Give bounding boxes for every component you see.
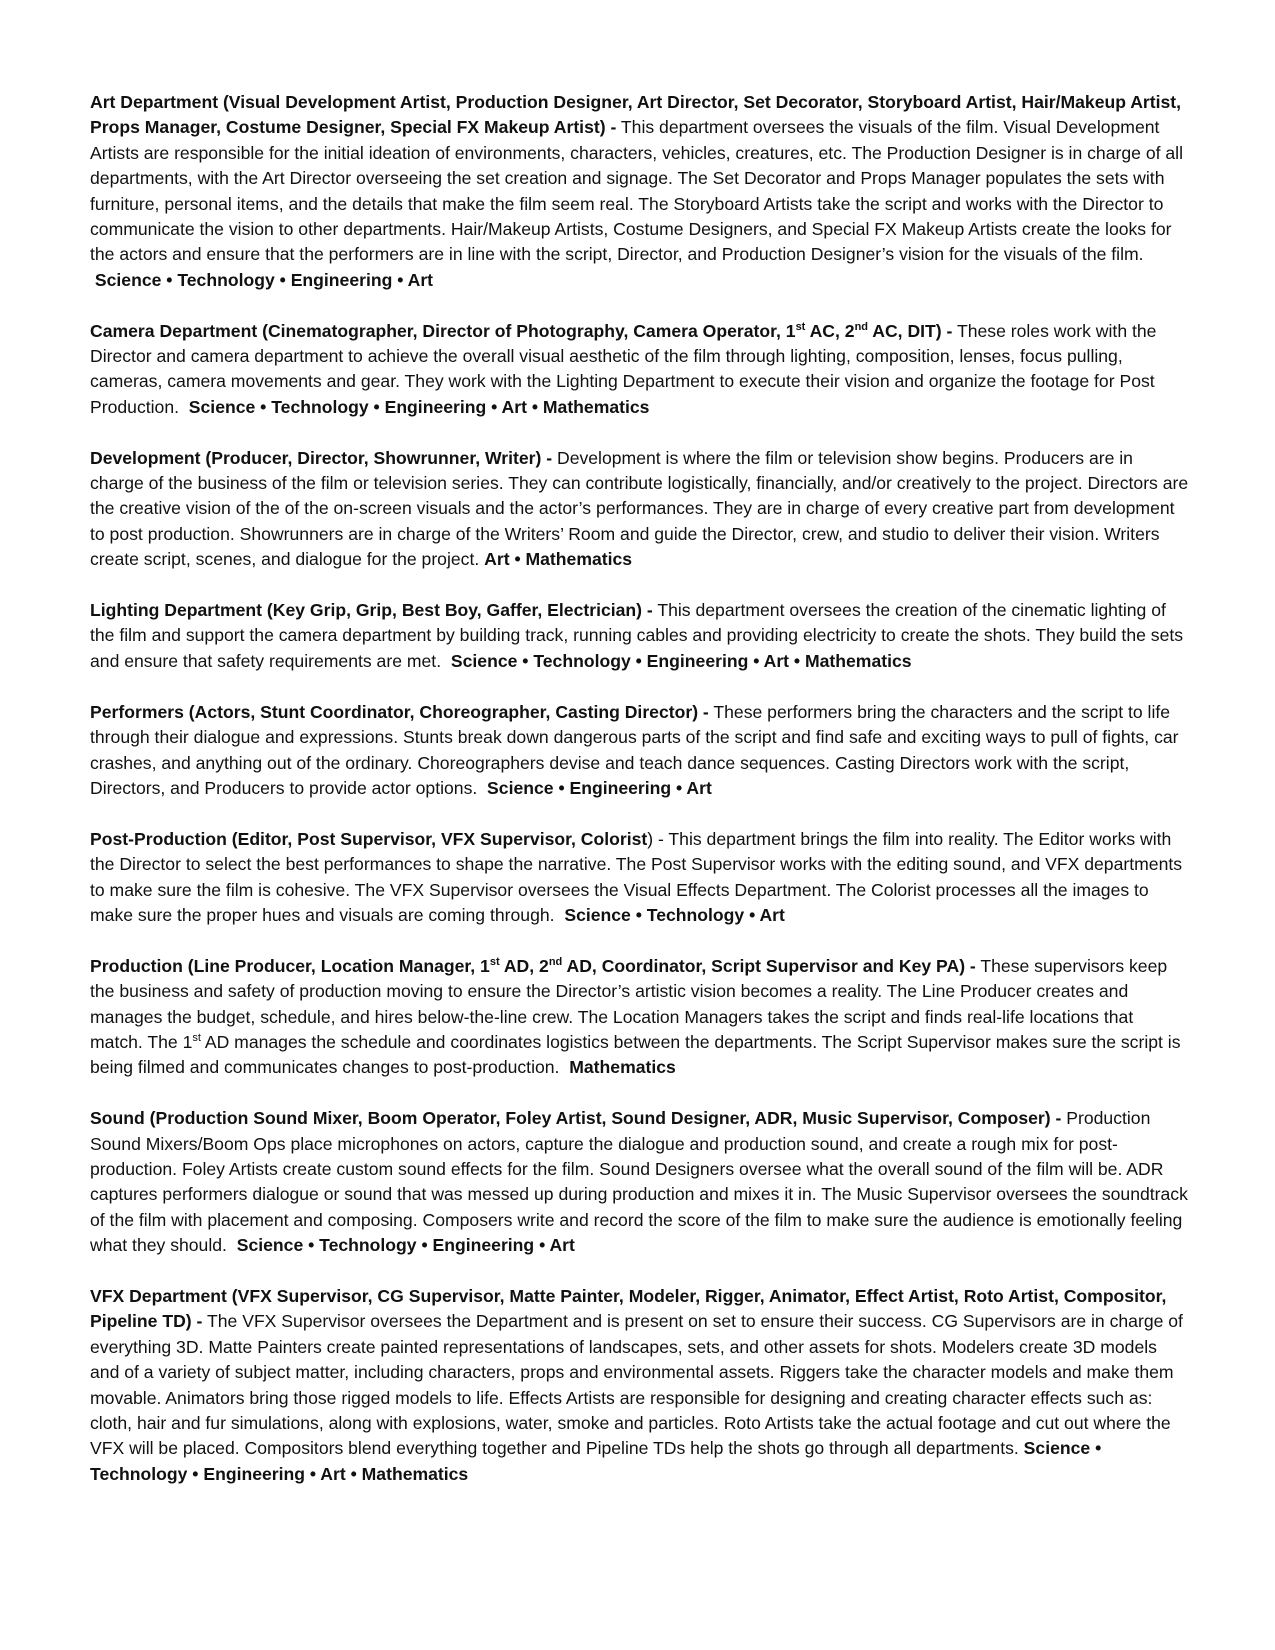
body-text: These supervisors keep the business and safety of production moving to ensure the Director’s artistic vision becomes a reality. The Line Producer creates and manages the budget, schedule, and hires below-the-line crew. The Location Managers takes the script and finds real-life locations that match. The 1 xyxy=(90,955,1168,1052)
section-heading: Post-Production (Editor, Post Supervisor, VFX Supervisor, Colorist xyxy=(90,828,648,849)
section-heading: Sound (Production Sound Mixer, Boom Operator, Foley Artist, Sound Designer, ADR, Music Supervisor, Composer) - xyxy=(90,1108,1062,1129)
section-subjects: Mathematics xyxy=(569,1057,676,1078)
superscript: st xyxy=(489,955,500,968)
superscript: nd xyxy=(548,955,563,968)
section-heading xyxy=(90,956,976,976)
section-production xyxy=(90,954,1190,1081)
body-text: AD manages the schedule and coordinates logistics between the departments. The Script Supervisor makes sure the script is being filmed and communicates changes to post-production. xyxy=(90,1031,1181,1078)
section-body: Development is where the film or television show begins. Producers are in charge of the business of the film or television series. They can contribute logistically, financially, and/or creatively to the project. Directors are the creative vision of the of the on-screen visuals and the actor’s performances. They are in charge of every creative part from development to post production. Showrunners are in charge of the Writers’ Room and guide the Director, crew, and studio to deliver their vision. Writers create script, scenes, and dialogue for the project. xyxy=(90,447,1189,570)
document-page xyxy=(90,90,1190,1513)
heading-text: AC, DIT) - xyxy=(868,320,953,341)
section-body: These roles work with the Director and camera department to achieve the overall visual aesthetic of the film through lighting, composition, lenses, focus pulling, cameras, camera movements and gear. They work with the Lighting Department to execute their vision and organize the footage for Post Production. xyxy=(90,320,1157,417)
section-body: This department oversees the creation of the cinematic lighting of the film and support the camera department by building track, running cables and providing electricity to create the shots. They build the sets and ensure that safety requirements are met. xyxy=(90,600,1184,671)
heading-text: AD, 2 xyxy=(499,955,549,976)
section-subjects: Art • Mathematics xyxy=(484,549,633,570)
section-performers xyxy=(90,700,1190,802)
section-post-production xyxy=(90,827,1190,929)
section-subjects: Science • Technology • Art xyxy=(564,904,785,925)
section-art-department xyxy=(90,90,1190,293)
heading-text: AD, Coordinator, Script Supervisor and Key PA) - xyxy=(562,955,976,976)
section-body: ) - This department brings the film into reality. The Editor works with the Director to select the best performances to shape the narrative. The Post Supervisor works with the editing sound, and VFX departments to make sure the film is cohesive. The VFX Supervisor oversees the Visual Effects Department. The Colorist processes all the images to make sure the proper hues and visuals are coming through. xyxy=(90,828,1183,925)
section-lighting-department xyxy=(90,598,1190,674)
section-heading: Development (Producer, Director, Showrunner, Writer) - xyxy=(90,447,553,468)
section-body: The VFX Supervisor oversees the Department and is present on set to ensure their success. CG Supervisors are in charge of everything 3D. Matte Painters create painted representations of landscapes, sets, and other assets for shots. Modelers create 3D models and of a variety of subject matter, including characters, props and environmental assets. Riggers take the character models and make them movable. Animators bring those rigged models to life. Effects Artists are responsible for designing and creating character effects such as: cloth, hair and fur simulations, along with explosions, water, smoke and particles. Roto Artists take the actual footage and cut out where the VFX will be placed. Compositors blend everything together and Pipeline TDs help the shots go through all departments. xyxy=(90,1311,1183,1459)
section-subjects: Science • Technology • Engineering • Art • Mathematics xyxy=(450,650,912,671)
section-subjects: Science • Technology • Engineering • Art • Mathematics xyxy=(188,396,650,417)
heading-text: Camera Department (Cinematographer, Director of Photography, Camera Operator, 1 xyxy=(90,320,796,341)
section-vfx-department xyxy=(90,1284,1190,1487)
section-camera-department xyxy=(90,319,1190,421)
superscript: nd xyxy=(854,320,869,333)
section-heading xyxy=(90,321,952,341)
section-heading: VFX Department (VFX Supervisor, CG Supervisor, Matte Painter, Modeler, Rigger, Animator, Effect Artist, Roto Artist, Compositor, Pipeline TD) - xyxy=(90,1285,1167,1332)
section-subjects: Science • Technology • Engineering • Art • Mathematics xyxy=(90,1438,1102,1484)
heading-text: Production (Line Producer, Location Manager, 1 xyxy=(90,955,490,976)
superscript: st xyxy=(795,320,806,333)
section-body: This department oversees the visuals of the film. Visual Development Artists are responsible for the initial ideation of environments, characters, vehicles, creatures, etc. The Production Designer is in charge of all departments, with the Art Director overseeing the set creation and signage. The Set Decorator and Props Manager populates the sets with furniture, personal items, and the details that make the film seem real. The Storyboard Artists take the script and works with the Director to communicate the vision to other departments. Hair/Makeup Artists, Costume Designers, and Special FX Makeup Artists create the looks for the actors and ensure that the performers are in line with the script, Director, and Production Designer’s vision for the visuals of the film. xyxy=(90,117,1183,265)
section-heading: Lighting Department (Key Grip, Grip, Best Boy, Gaffer, Electrician) - xyxy=(90,600,653,621)
section-body: Production Sound Mixers/Boom Ops place microphones on actors, capture the dialogue and production sound, and create a rough mix for post-production. Foley Artists create custom sound effects for the film. Sound Designers oversee what the overall sound of the film will be. ADR captures performers dialogue or sound that was messed up during production and mixes it in. The Music Supervisor oversees the soundtrack of the film with placement and composing. Composers write and record the score of the film to make sure the audience is emotionally feeling what they should. xyxy=(90,1108,1188,1256)
heading-text: AC, 2 xyxy=(805,320,855,341)
section-heading: Performers (Actors, Stunt Coordinator, Choreographer, Casting Director) - xyxy=(90,701,709,722)
section-sound xyxy=(90,1106,1190,1258)
section-subjects: Science • Technology • Engineering • Art xyxy=(94,269,434,290)
section-subjects: Science • Engineering • Art xyxy=(487,777,712,798)
section-heading: Art Department (Visual Development Artist, Production Designer, Art Director, Set Decorator, Storyboard Artist, Hair/Makeup Artist, Props Manager, Costume Designer, Special FX Makeup Artist) - xyxy=(90,92,1182,138)
superscript: st xyxy=(192,1032,201,1045)
section-development xyxy=(90,446,1190,573)
section-body: These performers bring the characters and the script to life through their dialogue and expressions. Stunts break down dangerous parts of the script and find safe and exciting ways to pull of fights, car crashes, and anything out of the ordinary. Choreographers devise and teach dance sequences. Casting Directors work with the script, Directors, and Producers to provide actor options. xyxy=(90,701,1179,798)
section-subjects: Science • Technology • Engineering • Art xyxy=(236,1235,575,1256)
